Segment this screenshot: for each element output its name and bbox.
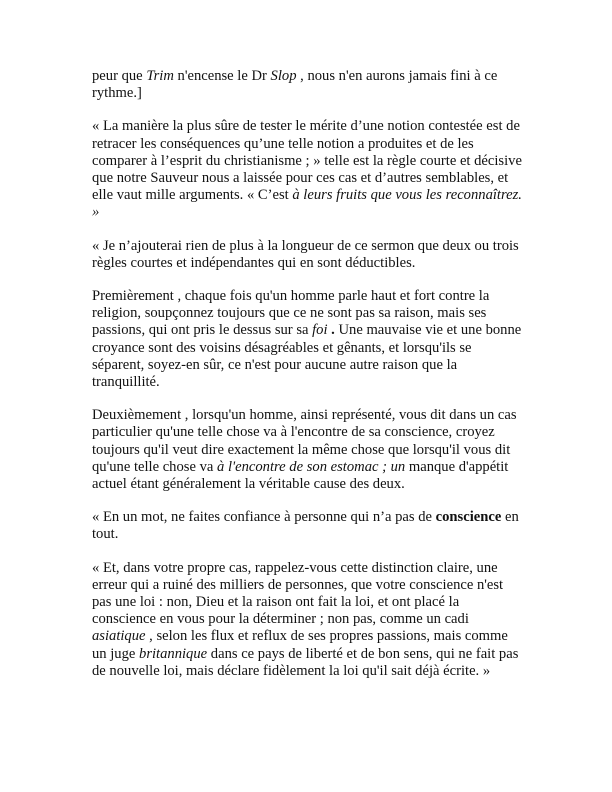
paragraph-second-rule: [92, 407, 524, 493]
text-run: « Je n’ajouterai rien de plus à la longueur de ce sermon que deux ou trois règles courtes et indépendantes qui en sont déductibles.: [92, 237, 519, 271]
italic-word-foi: foi: [312, 322, 328, 339]
text-run: « La manière la plus sûre de tester le mérite d’une notion contestée est de retracer les conséquences qu’une telle notion a produites et de les comparer à l’esprit du christianisme ; » telle est la règle courte et décisive que notre Sauveur nous a laissée pour ces cas et d’autres semblables, et elle vaut mille arguments. « C’est: [92, 118, 522, 204]
italic-word-britannique: britannique: [139, 645, 208, 662]
text-run: Premièrement , chaque fois qu'un homme parle haut et fort contre la religion, soupçonnez toujours que ce ne sont pas sa raison, mais ses passions, qui ont pris le dessus sur sa: [92, 288, 490, 339]
italic-name-trim: Trim: [146, 68, 174, 84]
text-run: manque d'appétit actuel étant généralement la véritable cause des deux.: [92, 458, 509, 493]
text-run: , nous n'en aurons jamais fini à ce rythme.]: [92, 68, 498, 102]
paragraph-first-rule: [92, 288, 524, 391]
text-run: « En un mot, ne faites confiance à personne qui n’a pas de: [92, 509, 436, 526]
paragraph-continuation: [92, 68, 524, 102]
text-run: Une mauvaise vie et une bonne croyance sont des voisins désagréables et gênants, et lorsqu'ils se séparent, soyez-en sûr, ce n'est pour aucune autre raison que la tranquillité.: [92, 322, 522, 391]
italic-word-asiatique: asiatique: [92, 628, 146, 645]
paragraph-conscience: [92, 509, 524, 543]
text-run: n'encense le Dr: [173, 68, 271, 84]
italic-name-slop: Slop: [270, 68, 297, 84]
text-run: dans ce pays de liberté et de bon sens, qui ne fait pas de nouvelle loi, mais déclare fidèlement la loi qu'il sait déjà écrite. »: [92, 645, 519, 679]
italic-phrase-estomac: à l'encontre de son estomac ; un: [217, 458, 406, 475]
text-run: en tout.: [92, 509, 519, 543]
italic-quote: à leurs fruits que vous les reconnaîtrez. »: [92, 187, 522, 221]
paragraph-rule-of-fruits: [92, 118, 524, 221]
paragraph-three-rules: [92, 238, 524, 272]
text-run: peur que: [92, 68, 147, 84]
text-run: Deuxièmement , lorsqu'un homme, ainsi représenté, vous dit dans un cas particulier qu'une telle chose va à l'encontre de sa conscience, croyez toujours qu'il veut dire exactement la même chose que lorsqu'il vous dit qu'une telle chose va: [92, 407, 517, 475]
text-run: « Et, dans votre propre cas, rappelez-vous cette distinction claire, une erreur qui a ruiné des milliers de personnes, que votre conscience n'est pas une loi : non, Dieu et la raison ont fait la loi, et ont placé la conscience en vous pour la déterminer ; non pas, comme un cadi: [92, 559, 504, 628]
bold-word-conscience: conscience: [435, 509, 502, 526]
bold-punctuation: .: [327, 322, 339, 339]
paragraph-distinction: [92, 560, 524, 680]
text-run: , selon les flux et reflux de ses propres passions, mais comme un juge: [92, 628, 508, 662]
